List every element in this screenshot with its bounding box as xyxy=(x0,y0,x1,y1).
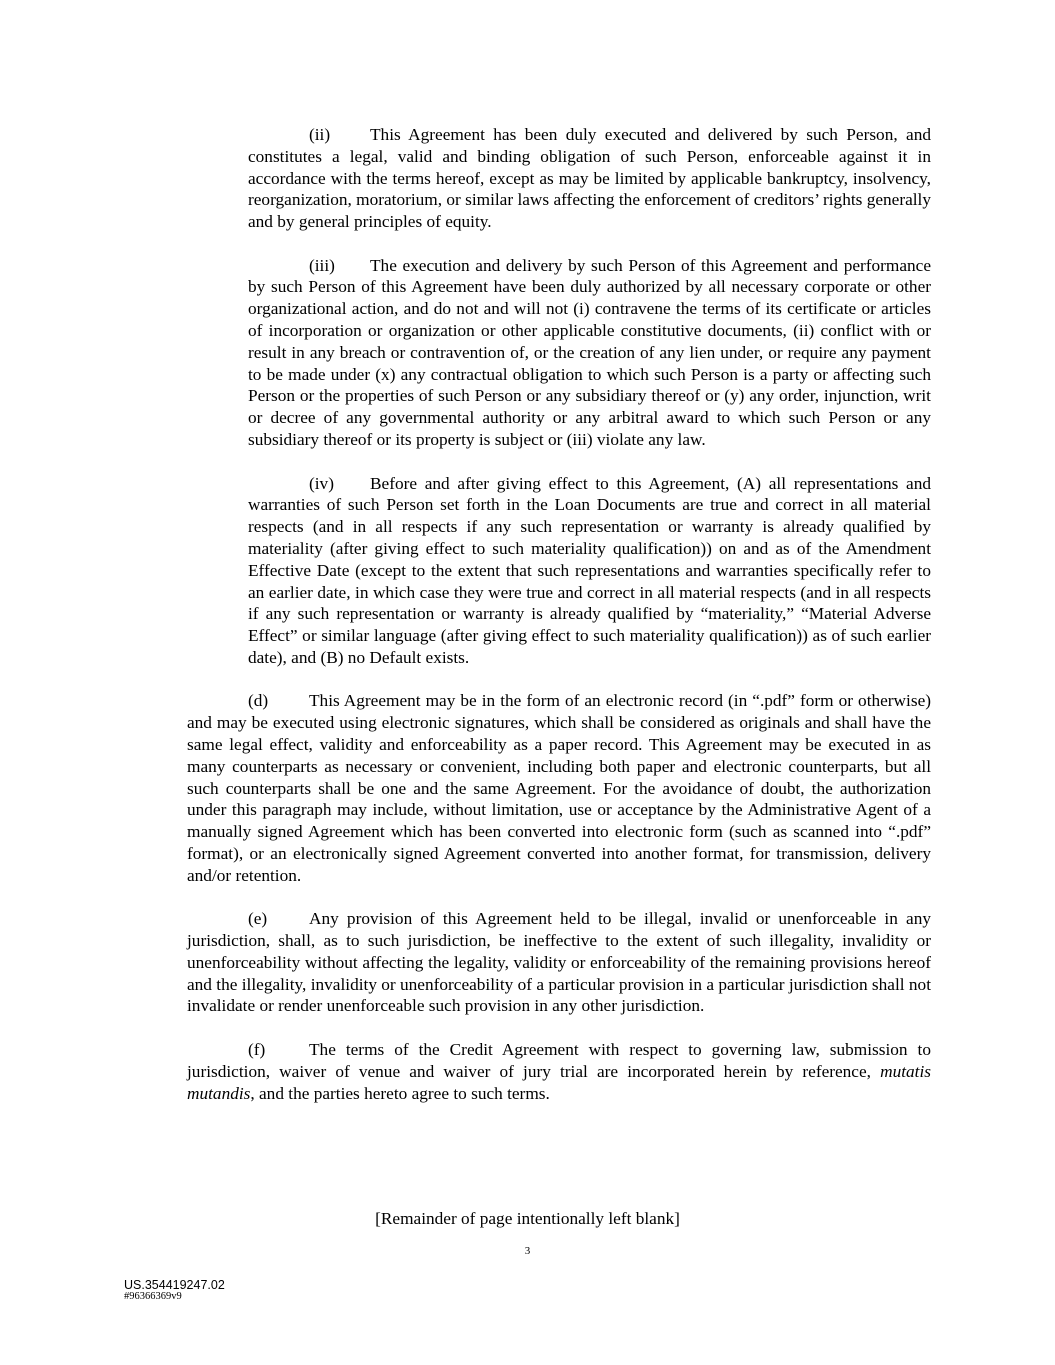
paragraph-number: (ii) xyxy=(309,125,331,144)
paragraph-iv xyxy=(248,473,931,669)
remainder-note: [Remainder of page intentionally left blank] xyxy=(375,1209,680,1228)
document-id: US.354419247.02 xyxy=(124,1278,225,1292)
page-number: 3 xyxy=(524,1245,531,1257)
paragraph-d xyxy=(187,690,931,886)
paragraph-f xyxy=(187,1039,931,1104)
paragraph-ii xyxy=(248,124,931,233)
document-body xyxy=(187,124,931,1126)
paragraph-text: This Agreement may be in the form of an electronic record (in “.pdf” form or otherwise) and may be executed using electronic signatures, which shall be considered as originals and shall have the same legal effect, validity and enforceability as a paper record. This Agreement may be executed in as many counterparts as necessary or convenient, including both paper and electronic counterparts, but all such counterparts shall be one and the same Agreement. For the avoidance of doubt, the authorization under this paragraph may include, without limitation, use or acceptance by the Administrative Agent of a manually signed Agreement which has been converted into electronic form (such as scanned into “.pdf” format), or an electronically signed Agreement converted into another format, for transmission, delivery and/or retention. xyxy=(187,691,931,885)
paragraph-number: (iv) xyxy=(309,473,334,493)
paragraph-text-before: The terms of the Credit Agreement with respect to governing law, submission to jurisdiction, waiver of venue and waiver of jury trial are incorporated herein by reference, xyxy=(187,1039,931,1081)
paragraph-number: (iii) xyxy=(309,255,335,275)
paragraph-text: Any provision of this Agreement held to be illegal, invalid or unenforceable in any jurisdiction, shall, as to such jurisdiction, be ineffective to the extent of such illegality, invalidity or unenforceability without affecting the legality, validity or enforceability of the remaining provisions hereof and the illegality, invalidity or unenforceability of a particular provision in a particular jurisdiction shall not invalidate or render unenforceable such provision in any other jurisdiction. xyxy=(187,909,931,1016)
paragraph-number: (d) xyxy=(248,691,269,711)
paragraph-text-italic: mutatis mutandis xyxy=(187,1061,931,1103)
paragraph-text: Before and after giving effect to this Agreement, (A) all representations and warranties of such Person set forth in the Loan Documents are true and correct in all material respects (and in all respects if any such representation or warranty is already qualified by materiality (after giving effect to such materiality qualification)) on and as of the Amendment Effective Date (except to the extent that such representations and warranties specifically refer to an earlier date, in which case they were true and correct in all material respects (and in all respects if any such representation or warranty is already qualified by “materiality,” “Material Adverse Effect” or similar language (after giving effect to such materiality qualification)) as of such earlier date), and (B) no Default exists. xyxy=(248,473,931,667)
paragraph-number: (e) xyxy=(248,909,268,929)
paragraph-number: (f) xyxy=(248,1039,266,1059)
paragraph-text: The execution and delivery by such Person of this Agreement and performance by such Person of this Agreement have been duly authorized by all necessary corporate or other organizational action, and do not and will not (i) contravene the terms of its certificate or articles of incorporation or organization or other applicable constitutive documents, (ii) conflict with or result in any breach or contravention of, or the creation of any lien under, or require any payment to be made under (x) any contractual obligation to which such Person is a party or affecting such Person or the properties of such Person or any subsidiary thereof or (y) any order, injunction, writ or decree of any governmental authority or any arbitral award to which such Person or any subsidiary thereof or its property is subject or (iii) violate any law. xyxy=(248,255,931,450)
paragraph-text-after: , and the parties hereto agree to such terms. xyxy=(250,1083,550,1103)
paragraph-e xyxy=(187,908,931,1017)
paragraph-iii xyxy=(248,255,931,451)
document-version: #96366369v9 xyxy=(124,1291,182,1302)
paragraph-text: This Agreement has been duly executed and delivered by such Person, and constitutes a legal, valid and binding obligation of such Person, enforceable against it in accordance with the terms hereof, except as may be limited by applicable bankruptcy, insolvency, reorganization, moratorium, or similar laws affecting the enforcement of creditors’ rights generally and by general principles of equity. xyxy=(248,125,931,232)
